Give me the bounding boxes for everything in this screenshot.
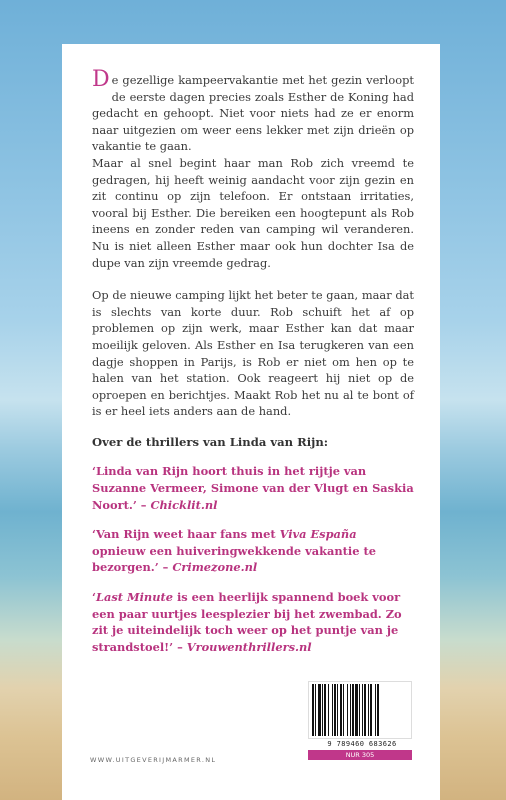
reviews-heading: Over de thrillers van Linda van Rijn: xyxy=(92,434,329,449)
barcode-stripe xyxy=(324,684,326,736)
nur-code-badge: NUR 305 xyxy=(308,750,412,760)
isbn-digits: 9 789460 683626 xyxy=(327,740,397,748)
review-2-pre: ‘Van Rijn weet haar fans met xyxy=(92,527,280,542)
barcode-stripe xyxy=(340,684,342,736)
publisher-website: WWW.UITGEVERIJMARMER.NL xyxy=(90,756,217,764)
drop-cap-letter: D xyxy=(92,67,110,92)
barcode-stripe xyxy=(322,684,323,736)
barcode-stripe xyxy=(355,684,358,736)
barcode-stripe xyxy=(347,684,348,736)
barcode-stripe xyxy=(337,684,338,736)
barcode-block xyxy=(308,681,416,760)
blurb-paragraph-1 xyxy=(92,67,414,155)
barcode-stripe xyxy=(352,684,354,736)
review-quote-1 xyxy=(92,463,414,513)
barcode-bars-icon xyxy=(311,684,409,736)
review-2-post: opnieuw een huiveringwekkende vakantie te bezorgen.’ – xyxy=(92,543,376,575)
barcode xyxy=(308,681,412,739)
barcode-stripe xyxy=(362,684,363,736)
review-quote-2 xyxy=(92,526,414,576)
barcode-stripe xyxy=(328,684,329,736)
review-3-pre: ‘ xyxy=(92,590,96,605)
barcode-stripe xyxy=(312,684,314,736)
review-3-source: Vrouwenthrillers.nl xyxy=(186,639,312,654)
blurb-p1-text: e gezellige kampeervakantie met het gezin verloopt de eerste dagen precies zoals Esther de Koning had gedacht en gehoopt. Niet voor niets had ze er enorm naar uitgezien om weer eens lekker met zijn drieën op vakantie te gaan. xyxy=(92,73,414,154)
review-quote-3 xyxy=(92,589,414,655)
barcode-stripe xyxy=(359,684,360,736)
review-2-title: Viva España xyxy=(279,527,357,542)
barcode-stripe xyxy=(332,684,333,736)
barcode-stripe xyxy=(334,684,336,736)
review-2-source: Crimezone.nl xyxy=(172,560,258,575)
barcode-stripe xyxy=(343,684,344,736)
barcode-stripe xyxy=(370,684,372,736)
barcode-stripe xyxy=(375,684,376,736)
barcode-stripe xyxy=(377,684,379,736)
barcode-stripe xyxy=(364,684,366,736)
back-cover-text xyxy=(92,67,414,655)
barcode-stripe xyxy=(315,684,316,736)
blurb-paragraph-3: Op de nieuwe camping lijkt het beter te gaan, maar dat is slechts van korte duur. Rob schuift het af op problemen op zijn werk, maar Esther kan dat maar moeilijk geloven. Als Esther en Isa terugkeren van een dagje shoppen in Parijs, is Rob er niet om hen op te halen van het station. Ook reageert hij niet op de oproepen en berichtjes. Maakt Rob het nu al te bont of is er heel iets anders aan de hand. xyxy=(92,288,414,419)
review-3-post: is een heerlijk spannend boek voor een paar uurtjes leesplezier bij het zwembad. Zo zit je uiteindelijk toch weer op het puntje van je strandstoel!’ – xyxy=(92,590,402,654)
barcode-stripe xyxy=(368,684,369,736)
barcode-stripe xyxy=(318,684,321,736)
review-1-source: Chicklit.nl xyxy=(150,497,218,512)
review-3-title: Last Minute xyxy=(95,590,174,605)
review-1-text: ‘Linda van Rijn hoort thuis in het rijtje van Suzanne Vermeer, Simone van der Vlugt en Saskia Noort.’ – xyxy=(92,464,414,512)
barcode-stripe xyxy=(350,684,351,736)
blurb-paragraph-2: Maar al snel begint haar man Rob zich vreemd te gedragen, hij heeft weinig aandacht voor zijn gezin en zit continu op zijn telefoon. Er ontstaan irritaties, vooral bij Esther. Die bereiken een hoogtepunt als Rob ineens en zonder reden van camping wil veranderen. Nu is niet alleen Esther maar ook hun dochter Isa de dupe van zijn vreemde gedrag. xyxy=(92,155,414,270)
